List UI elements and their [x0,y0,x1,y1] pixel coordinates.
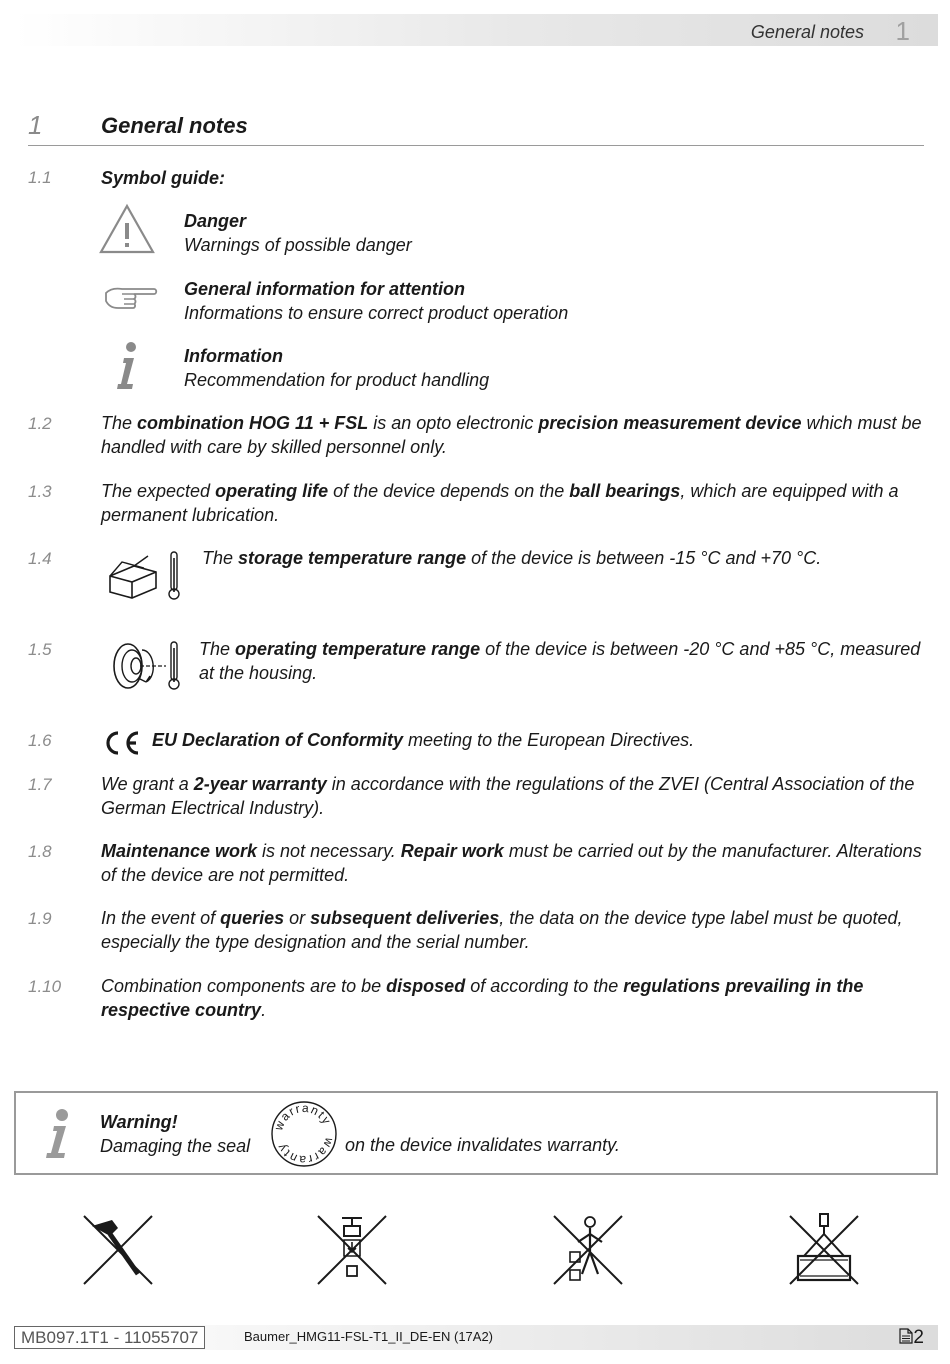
chapter-number: 1 [28,110,43,140]
page-header [14,14,938,46]
warning-triangle-icon [98,203,156,255]
section-text-1-5: The operating temperature range of the device is between -20 °C and +85 °C, measured at the housing. [199,639,921,683]
svg-text:warranty: warranty [271,1100,335,1133]
warranty-seal-icon [269,1099,339,1169]
section-number-1-5: 1.5 [28,640,52,659]
document-id: MB097.1T1 - 11055707 [14,1326,205,1349]
no-lifting-icon [786,1212,862,1288]
warning-content [100,1111,250,1158]
section-number-1-10: 1.10 [28,977,62,996]
symbol-attention-entry [184,278,568,325]
symbol-information-desc: Recommendation for product handling [184,369,490,390]
section-text-1-10: Combination components are to be disposed of according to the regulations prevailing in the respective country. [101,976,864,1020]
warning-text-2: on the device invalidates warranty. [345,1135,620,1155]
header-title: General notes [750,22,864,42]
section-text-1-2: The combination HOG 11 + FSL is an opto electronic precision measurement device which must be handled with care by skilled personnel only. [101,413,922,457]
svg-text:warranty: warranty [273,1135,337,1168]
section-number-1-6: 1.6 [28,731,52,750]
header-chapter-number: 1 [895,16,910,46]
section-text-1-6: EU Declaration of Conformity meeting to the European Directives. [152,730,695,750]
no-stepping-icon [550,1212,626,1288]
info-i-icon [112,340,142,392]
symbol-attention-title: General information for attention [184,279,466,299]
section-text-1-9: In the event of queries or subsequent deliveries, the data on the device type label must be quoted, especially the type designation and the serial number. [101,908,903,952]
pointing-hand-icon [102,283,160,313]
no-hammer-icon [80,1212,156,1288]
section-number-1-7: 1.7 [28,775,52,794]
section-number-1-4: 1.4 [28,549,52,568]
section-number-1-9: 1.9 [28,909,52,928]
symbol-information-title: Information [184,346,283,366]
section-text-1-7: We grant a 2-year warranty in accordance with the regulations of the ZVEI (Central Association of the German Electrical Industry). [101,774,915,818]
no-shaft-load-icon [314,1212,390,1288]
symbol-information-entry [184,345,489,392]
ce-mark-icon [102,729,142,757]
warning-text-1: Damaging the seal [100,1135,251,1156]
warning-box [14,1091,938,1175]
file-name: Baumer_HMG11-FSL-T1_II_DE-EN (17A2) [244,1329,494,1344]
symbol-danger-entry [184,210,412,257]
symbol-attention-desc: Informations to ensure correct product operation [184,302,569,323]
section-text-1-8: Maintenance work is not necessary. Repair work must be carried out by the manufacturer. Alterations of the device are not permitted. [101,841,922,885]
section-text-1-3: The expected operating life of the device depends on the ball bearings, which are equipped with a permanent lubrication. [101,481,899,525]
section-title-1-1: Symbol guide: [101,168,226,188]
page-footer [14,1325,938,1350]
rotating-device-thermometer-icon [104,636,186,694]
section-text-1-4: The storage temperature range of the device is between -15 °C and +70 °C. [202,548,822,568]
page-number: 2 [913,1327,924,1348]
chapter-title: General notes [101,113,248,138]
section-number-1-8: 1.8 [28,842,52,861]
info-i-icon [40,1107,74,1161]
warning-title: Warning! [100,1112,178,1132]
chapter-divider [28,145,924,146]
storage-box-thermometer-icon [104,548,186,602]
section-number-1-2: 1.2 [28,414,52,433]
section-number-1-1: 1.1 [28,168,52,187]
symbol-danger-desc: Warnings of possible danger [184,234,412,255]
symbol-danger-title: Danger [184,211,247,231]
page-document-icon [899,1328,913,1344]
page-number-area [899,1327,924,1349]
section-number-1-3: 1.3 [28,482,52,501]
